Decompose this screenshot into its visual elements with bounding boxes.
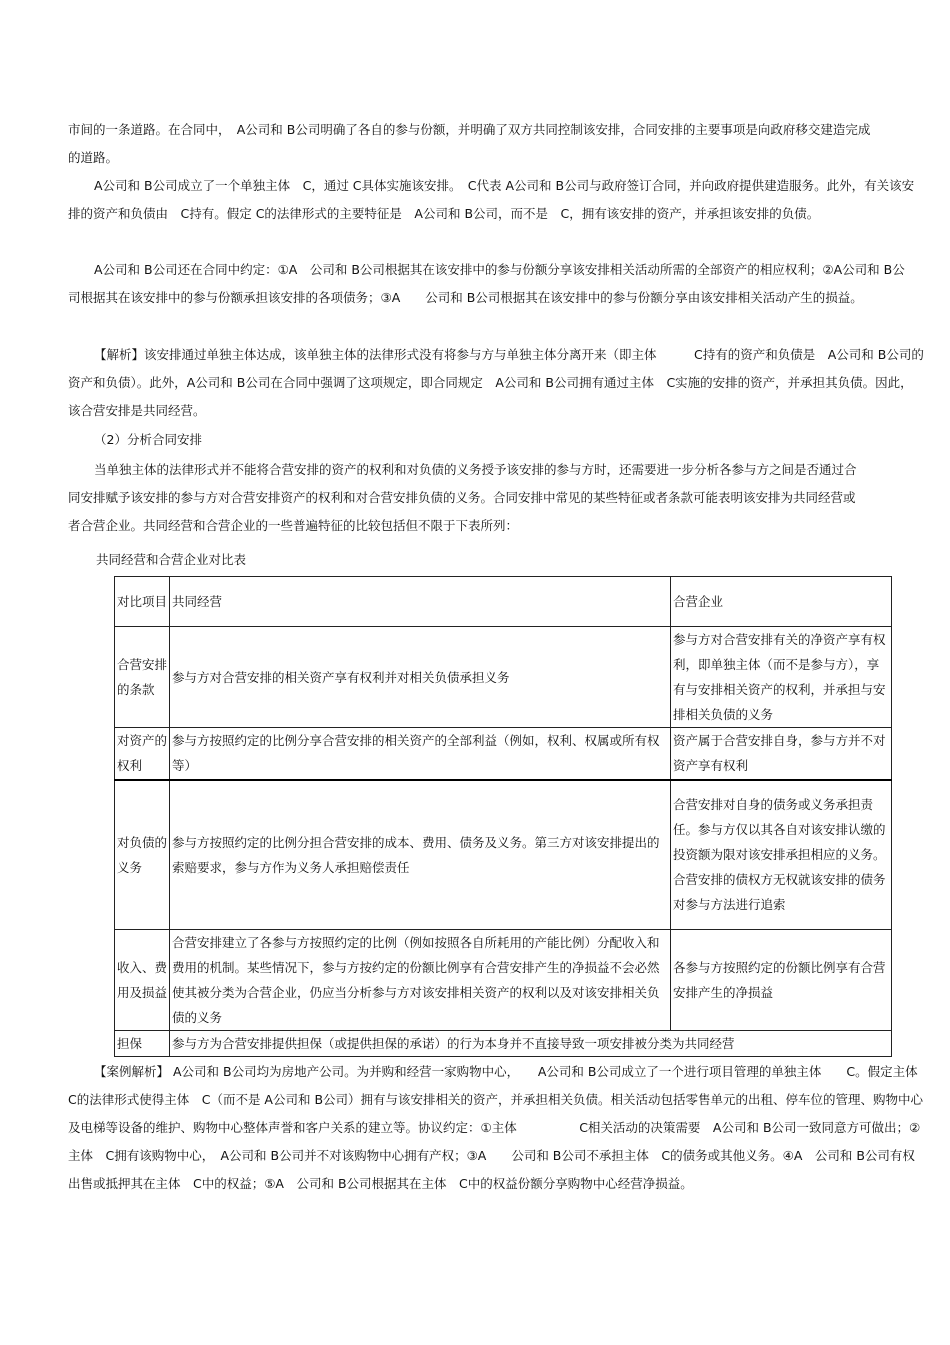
header-cell-joint-venture: 合营企业 — [671, 577, 892, 627]
paragraph-case-analysis: 【案例解析】 A公司和 B公司均为房地产公司。为并购和经营一家购物中心， A公司和 B公司成立了一个进行项目管理的单独主体 C。假定主体 C的法律形式使得主体 C（而不是 A公司和 B公司）拥有与该安排相关的资产，并承担相关负债。相关活动包括零售单元的出租、停车位的管理、购物中心及电梯等设备的维护、购物中心整体声誉和客户关系的建立等。协议约定：①主体 C相关活动的决策需要 A公司和 B公司一致同意方可做出；②主体 C拥有该购物中心， A公司和 B公司并不对该购物中心拥有产权；③A 公司和 B公司不承担主体 C的债务或其他义务。④A 公司和 B公司有权出售或抵押其在主体 C中的权益；⑤A 公司和 B公司根据其在主体 C中的权益份额分享购物中心经营净损益。 — [68, 1064, 924, 1191]
table-header-row — [115, 577, 892, 627]
table-row — [115, 1031, 892, 1057]
row-label: 对资产的权利 — [115, 728, 170, 780]
joint-venture-cell: 合营安排对自身的债务或义务承担责任。参与方仅以其各自对该安排认缴的投资额为限对该安排承担相应的义务。合营安排的债权方无权就该安排的债务对参与方法进行追索 — [671, 780, 892, 930]
section-heading-contract-analysis: （2）分析合同安排 — [94, 432, 202, 447]
joint-operation-cell: 参与方按照约定的比例分享合营安排的相关资产的全部利益（例如，权利、权属或所有权等） — [170, 728, 671, 780]
paragraph-road-contract: 市间的一条道路。在合同中， A公司和 B公司明确了各自的参与份额，并明确了双方共同控制该安排，合同安排的主要事项是向政府移交建造完成的道路。 — [68, 122, 871, 165]
joint-venture-cell: 各参与方按照约定的份额比例享有合营安排产生的净损益 — [671, 930, 892, 1031]
row-label: 合营安排的条款 — [115, 627, 170, 728]
joint-operation-cell: 参与方按照约定的比例分担合营安排的成本、费用、债务及义务。第三方对该安排提出的索赔要求，参与方作为义务人承担赔偿责任 — [170, 780, 671, 930]
joint-operation-cell: 合营安排建立了各参与方按照约定的比例（例如按照各自所耗用的产能比例）分配收入和费用的机制。某些情况下，参与方按约定的份额比例享有合营安排产生的净损益不会必然使其被分类为合营企业，仍应当分析参与方对该安排相关资产的权利以及对该安排相关负债的义务 — [170, 930, 671, 1031]
joint-operation-cell: 参与方对合营安排的相关资产享有权利并对相关负债承担义务 — [170, 627, 671, 728]
table-row — [115, 780, 892, 930]
joint-venture-cell: 资产属于合营安排自身，参与方并不对资产享有权利 — [671, 728, 892, 780]
row-label: 担保 — [115, 1031, 170, 1057]
joint-venture-cell: 参与方对合营安排有关的净资产享有权利，即单独主体（而不是参与方），享有与安排相关资产的权利，并承担与安排相关负债的义务 — [671, 627, 892, 728]
row-label: 收入、费用及损益 — [115, 930, 170, 1031]
table-row — [115, 930, 892, 1031]
paragraph-contract-terms: A公司和 B公司还在合同中约定：①A 公司和 B公司根据其在该安排中的参与份额分享该安排相关活动所需的全部资产的相应权利；②A公司和 B公司根据其在该安排中的参与份额承担该安排的各项债务；③A 公司和 B公司根据其在该安排中的参与份额分享由该安排相关活动产生的损益。 — [68, 262, 905, 305]
header-cell-joint-operation: 共同经营 — [170, 577, 671, 627]
table-row — [115, 728, 892, 780]
row-label: 对负债的义务 — [115, 780, 170, 930]
table-caption: 共同经营和合营企业对比表 — [96, 552, 247, 567]
header-cell-item: 对比项目 — [115, 577, 170, 627]
paragraph-entity-c: A公司和 B公司成立了一个单独主体 C，通过 C具体实施该安排。 C代表 A公司和 B公司与政府签订合同，并向政府提供建造服务。此外，有关该安排的资产和负债由 C持有。假定 C的法律形式的主要特征是 A公司和 B公司，而不是 C，拥有该安排的资产，并承担该安排的负债。 — [68, 178, 915, 221]
guarantee-cell: 参与方为合营安排提供担保（或提供担保的承诺）的行为本身并不直接导致一项安排被分类为共同经营 — [170, 1031, 892, 1057]
comparison-table — [114, 576, 892, 1057]
table-row — [115, 627, 892, 728]
paragraph-contract-analysis: 当单独主体的法律形式并不能将合营安排的资产的权利和对负债的义务授予该安排的参与方时，还需要进一步分析各参与方之间是否通过合同安排赋予该安排的参与方对合营安排资产的权利和对合营安排负债的义务。合同安排中常见的某些特征或者条款可能表明该安排为共同经营或者合营企业。共同经营和合营企业的一些普遍特征的比较包括但不限于下表所列： — [68, 462, 857, 533]
paragraph-analysis: 【解析】该安排通过单独主体达成，该单独主体的法律形式没有将参与方与单独主体分离开来（即主体 C持有的资产和负债是 A公司和 B公司的资产和负债）。此外，A公司和 B公司在合同中强调了这项规定，即合同规定 A公司和 B公司拥有通过主体 C实施的安排的资产，并承担其负债。因此，该合营安排是共同经营。 — [68, 347, 924, 418]
